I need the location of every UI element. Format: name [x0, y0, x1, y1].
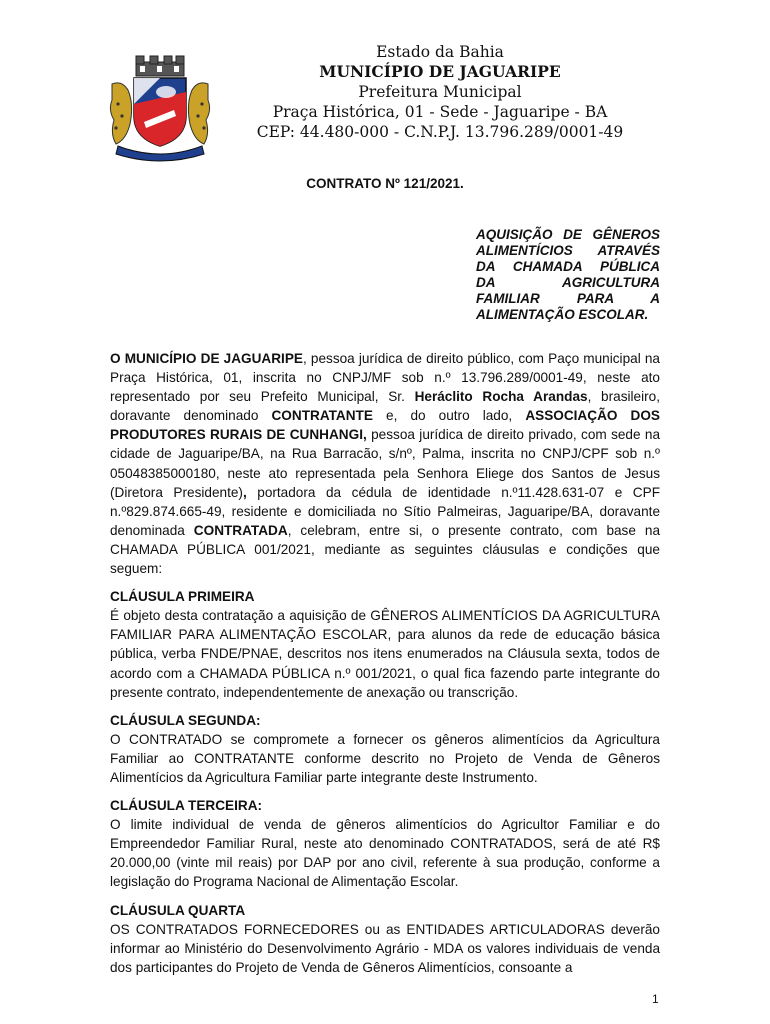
summary-line: ALIMENTÍCIOS ATRAVÉS: [476, 243, 660, 258]
clause-text: OS CONTRATADOS FORNECEDORES ou as ENTIDADES ARTICULADORAS deverão informar ao Ministério do Desenvolvimento Agrário - MDA os valores individuais de venda dos participantes do Projeto de Venda de Gêneros Alimentícios, consoante a: [110, 921, 660, 975]
clause-third: [110, 796, 660, 891]
municipality-name: MUNICÍPIO DE JAGUARIPE: [319, 62, 561, 81]
contract-number: CONTRATO Nº 121/2021.: [306, 176, 464, 191]
clause-first: [110, 587, 660, 702]
clause-title: CLÁUSULA SEGUNDA:: [110, 712, 261, 728]
clause-fourth: [110, 901, 660, 977]
preamble-text: portadora da cédula de identidade n.º11.428.631-07 e CPF n.º829.874.665-49, residente e domiciliada no Sítio Palmeiras, Jaguaripe/BA, doravante denominada: [110, 484, 660, 538]
clause-text: O CONTRATADO se compromete a fornecer os gêneros alimentícios da Agricultura Familiar ao CONTRATANTE conforme descrito no Projeto de Venda de Gêneros Alimentícios da Agricultura Familiar parte integrante deste Instrumento.: [110, 731, 660, 785]
summary-line: DA CHAMADA PÚBLICA: [476, 259, 660, 274]
letterhead: [0, 40, 770, 145]
preamble-text: pessoa jurídica de direito privado, com sede na cidade de Jaguaripe/BA, na Rua Barracão, s/nº, Palma, inscrita no CNPJ/CPF sob n.º 05048385000180, neste ato representada pela Senhora Eliege dos Santos de Jesus (Diretora Presidente): [110, 427, 661, 500]
contratante-term: CONTRATANTE: [271, 408, 373, 424]
page-number: 1: [652, 992, 659, 1006]
cep-cnpj-line: CEP: 44.480-000 - C.N.P.J. 13.796.289/0001-49: [256, 123, 624, 141]
preamble-comma: ,: [242, 484, 247, 500]
mayor-name: Heráclito Rocha Arandas: [414, 389, 588, 405]
summary-line: DA AGRICULTURA: [476, 275, 660, 290]
preamble-paragraph: [110, 349, 660, 578]
municipality-party: O MUNICÍPIO DE JAGUARIPE: [110, 351, 303, 366]
clause-title: CLÁUSULA QUARTA: [110, 902, 246, 918]
preamble-text: , celebram, entre si, o presente contrato, com base na CHAMADA PÚBLICA 001/2021, mediante as seguintes cláusulas e condições que seguem:: [110, 522, 660, 577]
clause-text: É objeto desta contratação a aquisição de GÊNEROS ALIMENTÍCIOS DA AGRICULTURA FAMILIAR PARA ALIMENTAÇÃO ESCOLAR, para alunos da rede de educação básica pública, verba FNDE/PNAE, descritos nos itens enumerados na Cláusula sexta, todos de acordo com a CHAMADA PÚBLICA n.º 001/2021, o qual fica fazendo parte integrante do presente contrato, independentemente de anexação ou transcrição.: [110, 608, 660, 700]
clause-second: [110, 711, 660, 787]
contratada-term: CONTRATADA: [193, 522, 288, 538]
preamble-text: e, do outro lado,: [372, 408, 526, 424]
clause-title: CLÁUSULA TERCEIRA:: [110, 798, 263, 814]
clause-text: O limite individual de venda de gêneros alimentícios do Agricultor Familiar e do Empreendedor Familiar Rural, neste ato denominado CONTRATADOS, será de até R$ 20.000,00 (vinte mil reais) por DAP por ano civil, referente à sua produção, conforme a legislação do Programa Nacional de Alimentação Escolar.: [110, 817, 660, 890]
summary-line: AQUISIÇÃO DE GÊNEROS: [476, 227, 660, 242]
office-name: Prefeitura Municipal: [358, 83, 522, 101]
address-line: Praça Histórica, 01 - Sede - Jaguaripe - BA: [272, 103, 608, 121]
contract-body: [110, 349, 660, 986]
summary-line: FAMILIAR PARA A: [476, 291, 660, 306]
preamble-text: , pessoa jurídica de direito público, com Paço municipal na Praça Histórica, 01, inscrita no CNPJ/MF sob n.º 13.796.289/0001-49, neste ato representado por seu Prefeito Municipal, Sr.: [110, 351, 660, 405]
contract-summary: [476, 227, 660, 323]
association-party: ASSOCIAÇÃO DOS PRODUTORES RURAIS DE CUNHANGI,: [110, 408, 661, 443]
clause-title: CLÁUSULA PRIMEIRA: [110, 589, 255, 605]
preamble-text: , brasileiro, doravante denominado: [110, 389, 660, 424]
summary-line: ALIMENTAÇÃO ESCOLAR.: [476, 307, 649, 322]
state-name: Estado da Bahia: [376, 43, 504, 61]
